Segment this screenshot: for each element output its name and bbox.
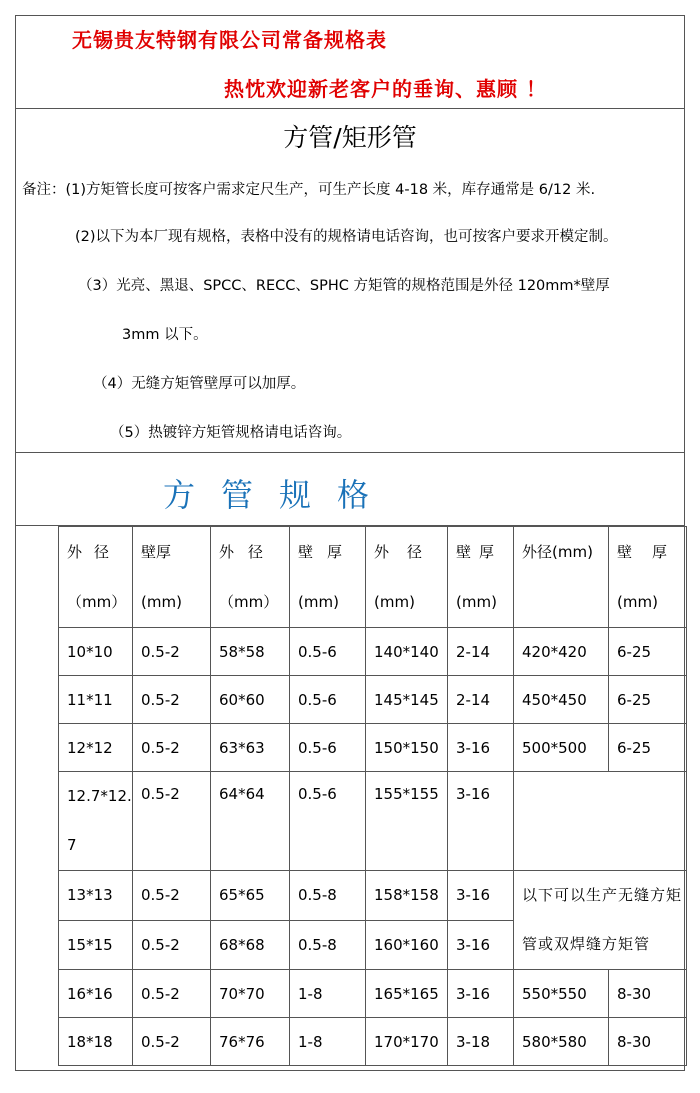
note-5: （5）热镀锌方矩管规格请电话咨询。 — [110, 425, 352, 441]
table-cell: 18*18 — [59, 1018, 133, 1066]
divider — [15, 452, 685, 453]
header-label: 外径 — [67, 543, 122, 561]
table-cell: 68*68 — [211, 920, 290, 970]
table-cell: 63*63 — [211, 724, 290, 772]
table-cell: 0.5-6 — [290, 772, 366, 871]
table-cell: 6-25 — [609, 724, 687, 772]
table-cell: 6-25 — [609, 676, 687, 724]
table-cell: 158*158 — [366, 871, 448, 921]
table-cell: 2-14 — [448, 628, 514, 676]
header-cell — [59, 527, 133, 628]
company-title: 无锡贵友特钢有限公司常备规格表 — [72, 28, 387, 52]
table-cell: 580*580 — [514, 1018, 609, 1066]
header-cell — [448, 527, 514, 628]
header-label: 壁厚 — [298, 543, 357, 561]
header-label: 外径 — [374, 543, 441, 561]
table-cell: 500*500 — [514, 724, 609, 772]
table-cell: 1-8 — [290, 1018, 366, 1066]
table-cell: 11*11 — [59, 676, 133, 724]
cell-text: 12.7*12.7 — [67, 787, 132, 854]
table-cell: 550*550 — [514, 970, 609, 1018]
header-cell — [290, 527, 366, 628]
header-cell — [133, 527, 211, 628]
header-cell — [609, 527, 687, 628]
header-unit: (mm) — [456, 593, 497, 611]
table-cell: 450*450 — [514, 676, 609, 724]
table-cell: 0.5-2 — [133, 628, 211, 676]
table-cell: 165*165 — [366, 970, 448, 1018]
table-cell — [59, 772, 133, 871]
table-cell: 3-16 — [448, 772, 514, 871]
table-cell: 0.5-8 — [290, 920, 366, 970]
section-title: 方管/矩形管 — [283, 123, 417, 152]
header-label: 壁厚 — [141, 543, 172, 561]
welcome-line: 热忱欢迎新老客户的垂询、惠顾 ！ — [224, 77, 547, 101]
merged-note-text: 以下可以生产无缝方矩管或双焊缝方矩管 — [522, 886, 683, 953]
table-cell: 16*16 — [59, 970, 133, 1018]
table-cell: 0.5-2 — [133, 970, 211, 1018]
table-cell: 145*145 — [366, 676, 448, 724]
spec-table-title: 方管规格 — [163, 476, 396, 514]
table-header-row — [59, 527, 687, 628]
table-cell: 3-16 — [448, 920, 514, 970]
merged-note-cell — [514, 871, 687, 970]
table-cell: 0.5-6 — [290, 724, 366, 772]
table-cell: 15*15 — [59, 920, 133, 970]
table-cell: 0.5-8 — [290, 871, 366, 921]
table-cell: 12*12 — [59, 724, 133, 772]
table-cell: 0.5-6 — [290, 676, 366, 724]
table-cell: 58*58 — [211, 628, 290, 676]
note-1: 备注：(1)方矩管长度可按客户需求定尺生产，可生产长度 4-18 米，库存通常是 6/12 米. — [22, 182, 596, 198]
table-cell: 0.5-2 — [133, 724, 211, 772]
table-cell: 160*160 — [366, 920, 448, 970]
header-unit — [522, 577, 608, 627]
table-cell: 3-18 — [448, 1018, 514, 1066]
table-cell: 10*10 — [59, 628, 133, 676]
header-label: 外径(mm) — [522, 543, 593, 561]
header-label: 外径 — [219, 543, 278, 561]
note-4: （4）无缝方矩管壁厚可以加厚。 — [93, 376, 306, 392]
header-label: 壁厚 — [617, 543, 688, 561]
table-cell: 60*60 — [211, 676, 290, 724]
empty-cell — [514, 772, 687, 871]
table-cell: 140*140 — [366, 628, 448, 676]
divider — [15, 108, 685, 109]
header-cell — [366, 527, 448, 628]
table-cell: 0.5-2 — [133, 676, 211, 724]
header-unit: (mm) — [374, 593, 415, 611]
table-cell: 70*70 — [211, 970, 290, 1018]
table-cell: 1-8 — [290, 970, 366, 1018]
header-cell — [514, 527, 609, 628]
header-label: 壁厚 — [456, 543, 503, 561]
header-cell — [211, 527, 290, 628]
header-unit: (mm) — [617, 593, 658, 611]
table-cell: 0.5-6 — [290, 628, 366, 676]
table-row — [59, 970, 687, 1018]
header-unit: (mm) — [141, 593, 182, 611]
table-row — [59, 724, 687, 772]
note-2: (2)以下为本厂现有规格，表格中没有的规格请电话咨询，也可按客户要求开模定制。 — [75, 229, 618, 245]
table-cell: 3-16 — [448, 970, 514, 1018]
table-row — [59, 871, 687, 921]
table-cell: 8-30 — [609, 1018, 687, 1066]
table-row — [59, 628, 687, 676]
table-cell: 0.5-2 — [133, 1018, 211, 1066]
table-cell: 0.5-2 — [133, 871, 211, 921]
table-row — [59, 676, 687, 724]
table-cell: 155*155 — [366, 772, 448, 871]
table-cell: 6-25 — [609, 628, 687, 676]
header-unit: （mm） — [219, 593, 279, 611]
table-cell: 170*170 — [366, 1018, 448, 1066]
table-cell: 3-16 — [448, 724, 514, 772]
table-cell: 64*64 — [211, 772, 290, 871]
table-row — [59, 772, 687, 871]
note-3: （3）光亮、黑退、SPCC、RECC、SPHC 方矩管的规格范围是外径 120mm*壁厚 — [78, 278, 610, 294]
table-cell: 3-16 — [448, 871, 514, 921]
table-cell: 76*76 — [211, 1018, 290, 1066]
table-cell: 0.5-2 — [133, 772, 211, 871]
table-row — [59, 1018, 687, 1066]
table-cell: 2-14 — [448, 676, 514, 724]
note-3-continued: 3mm 以下。 — [122, 327, 208, 343]
table-cell: 8-30 — [609, 970, 687, 1018]
square-tube-spec-table — [58, 526, 687, 1066]
table-cell: 150*150 — [366, 724, 448, 772]
table-cell: 13*13 — [59, 871, 133, 921]
header-unit: （mm） — [67, 593, 127, 611]
table-cell: 65*65 — [211, 871, 290, 921]
table-cell: 420*420 — [514, 628, 609, 676]
table-cell: 0.5-2 — [133, 920, 211, 970]
header-unit: (mm) — [298, 593, 339, 611]
